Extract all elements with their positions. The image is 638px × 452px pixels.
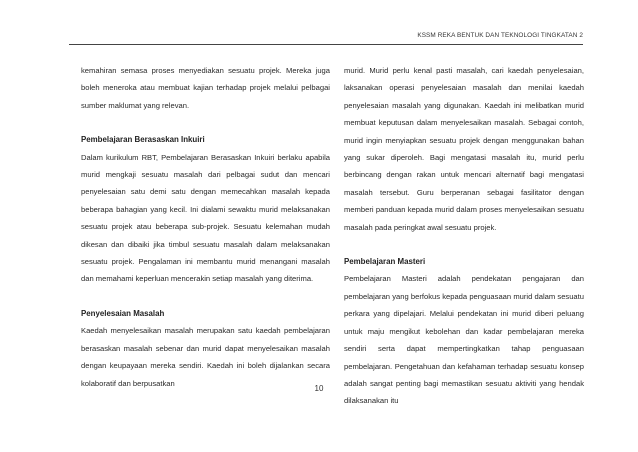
spacer [81,114,330,131]
heading-inquiry-learning: Pembelajaran Berasaskan Inkuiri [81,135,205,145]
inquiry-learning-paragraph: Dalam kurikulum RBT, Pembelajaran Berasaskan Inkuiri berlaku apabila murid mengkaji sesuatu masalah dari pelbagai sudut dan mencari penyelesaian satu demi satu dengan memecahkan masalah kepada beberapa bahagian yang kecil. Ini dialami sewaktu murid melaksanakan sesuatu projek atau beberapa sub-projek. Sesuatu kelemahan mudah dikesan dan dibaiki jika timbul sesuatu masalah dalam melaksanakan sesuatu projek. Pengalaman ini membantu murid menangani masalah dan memahami keperluan mencerakin setiap masalah yang diterima. [81,152,330,284]
heading-mastery-learning: Pembelajaran Masteri [344,257,426,267]
mastery-learning-paragraph: Pembelajaran Masteri adalah pendekatan pengajaran dan pembelajaran yang berfokus kepada penguasaan murid dalam sesuatu perkara yang dipelajari. Melalui pendekatan ini murid diberi peluang untuk maju mengikut kebolehan dan kadar pembelajaran mereka sendiri serta dapat mempertingkatkan tahap penguasaan pembelajaran. Pengetahuan dan kefahaman terhadap sesuatu konsep adalah sangat penting bagi memastikan sesuatu aktiviti yang hendak dilaksanakan itu [344,274,584,406]
header-divider [69,44,583,45]
spacer [344,236,584,253]
right-column [344,62,584,410]
left-intro-paragraph: kemahiran semasa proses menyediakan sesuatu projek. Mereka juga boleh meneroka atau membuat kajian terhadap projek melalui pelbagai sumber maklumat yang relevan. [81,66,330,110]
problem-solving-paragraph: Kaedah menyelesaikan masalah merupakan satu kaedah pembelajaran berasaskan masalah sebenar dan murid dapat menyelesaikan masalah dengan keupayaan mereka sendiri. Kaedah ini boleh dijalankan secara kolaboratif dan berpusatkan [81,326,330,388]
page-number: 10 [314,384,324,393]
heading-problem-solving: Penyelesaian Masalah [81,308,165,318]
running-header: KSSM REKA BENTUK DAN TEKNOLOGI TINGKATAN 2 [417,32,583,39]
right-intro-paragraph: murid. Murid perlu kenal pasti masalah, cari kaedah penyelesaian, laksanakan operasi penyelesaian masalah dan menilai kaedah penyelesaian masalah yang digunakan. Kaedah ini melibatkan murid membuat keputusan dalam menyelesaikan masalah. Sebagai contoh, murid ingin menyiapkan sesuatu projek dengan menggunakan bahan yang sukar diperoleh. Bagi mengatasi masalah itu, murid perlu berbincang dengan rakan untuk mencari alternatif bagi mengatasi masalah tersebut. Guru berperanan sebagai fasilitator dengan memberi panduan kepada murid dalam proses menyelesaikan sesuatu masalah pada peringkat awal sesuatu projek. [344,66,584,232]
left-column [81,62,330,392]
spacer [81,288,330,305]
